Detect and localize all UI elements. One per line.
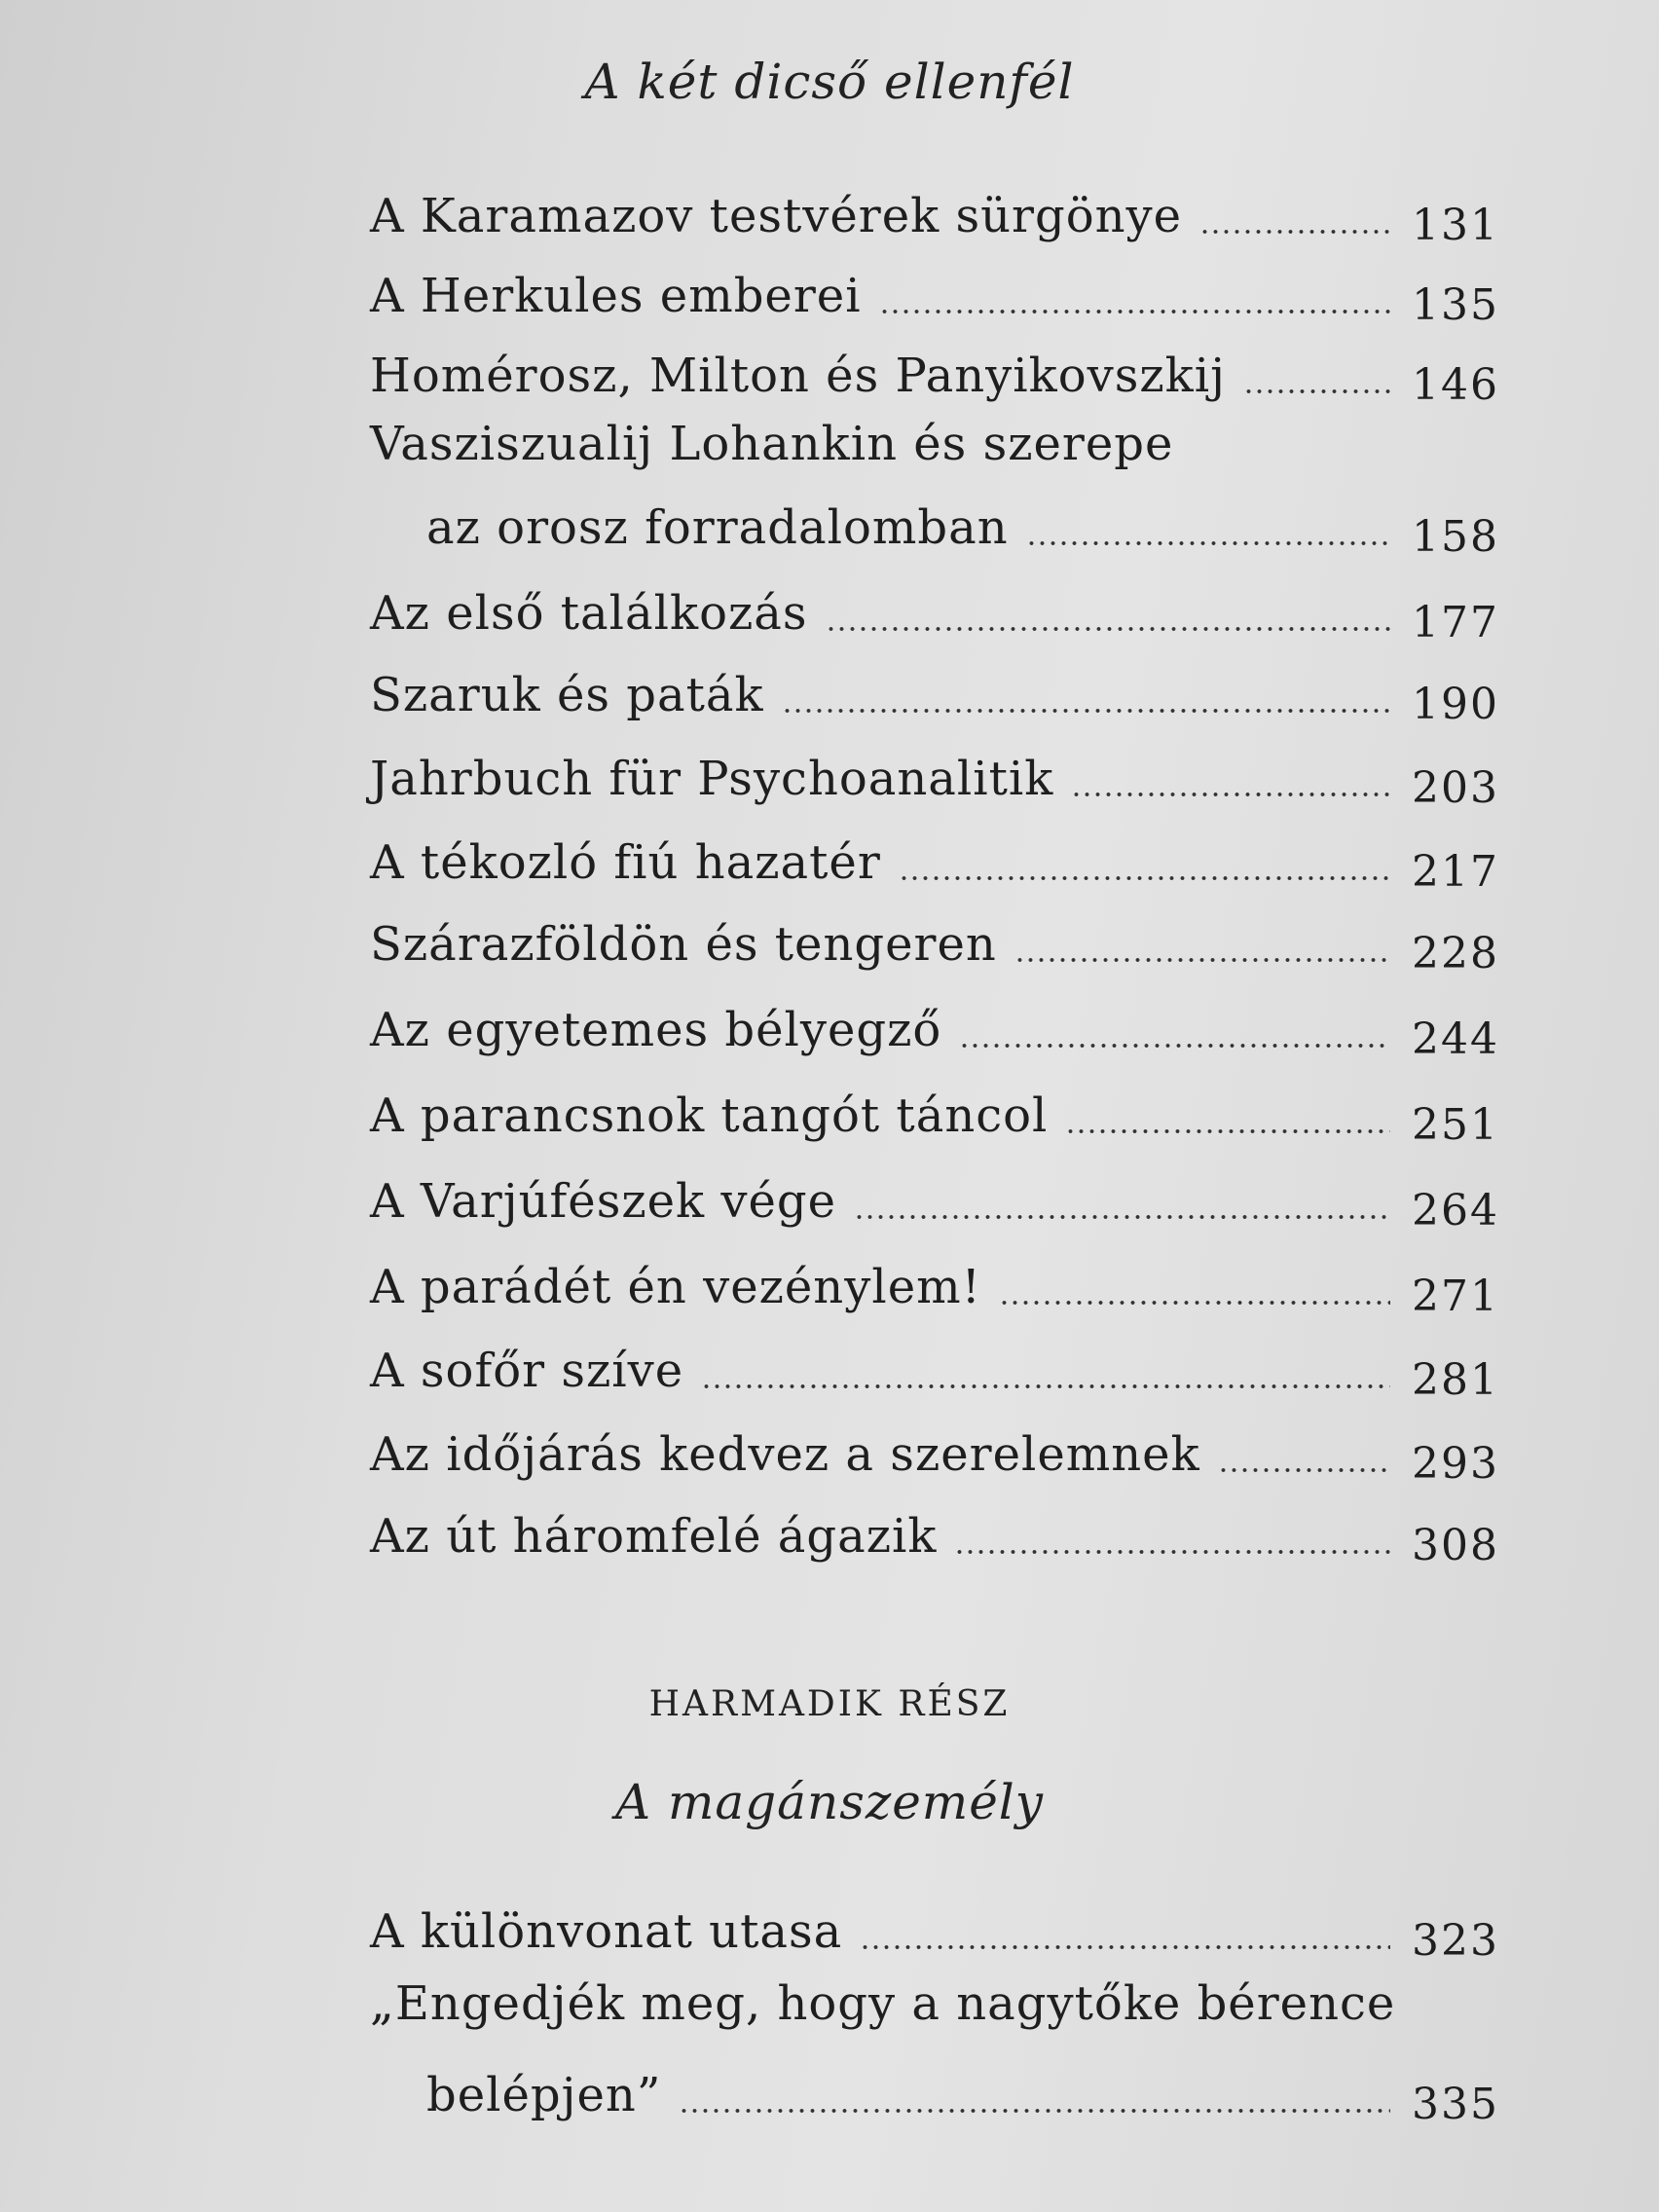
entry-title: A parancsnok tangót táncol <box>370 1088 1049 1143</box>
toc-entry <box>370 654 1499 729</box>
entry-title: A Herkules emberei <box>370 269 862 323</box>
entry-title: belépjen” <box>426 2068 662 2122</box>
entry-page: 177 <box>1412 598 1499 647</box>
part-heading: HARMADIK RÉSZ <box>648 1684 1011 1724</box>
dot-leader <box>679 2109 1390 2113</box>
toc-entry <box>370 738 1499 813</box>
entry-title: Homérosz, Milton és Panyikovszkij <box>370 349 1226 403</box>
entry-page: 244 <box>1412 1014 1499 1064</box>
entry-page: 271 <box>1412 1272 1499 1321</box>
dot-leader <box>1218 1468 1390 1472</box>
dot-leader <box>1071 793 1390 796</box>
entry-title: Szaruk és paták <box>370 668 764 722</box>
entry-title-line1: „Engedjék meg, hogy a nagytőke bérence <box>370 1976 1396 2031</box>
entry-page: 251 <box>1412 1100 1499 1150</box>
toc-entry <box>370 335 1499 410</box>
entry-title: A tékozló fiú hazatér <box>370 835 881 890</box>
dot-leader <box>1199 230 1390 234</box>
dot-leader <box>854 1215 1390 1219</box>
dot-leader <box>860 1945 1390 1949</box>
dot-leader <box>826 627 1390 631</box>
entry-title: Az időjárás kedvez a szerelemnek <box>370 1427 1200 1482</box>
dot-leader <box>879 310 1390 313</box>
dot-leader <box>999 1301 1390 1305</box>
toc-entry <box>370 903 1499 978</box>
entry-title: A különvonat utasa <box>370 1904 843 1959</box>
dot-leader <box>954 1550 1390 1554</box>
entry-page: 308 <box>1412 1521 1499 1570</box>
entry-page: 281 <box>1412 1355 1499 1405</box>
entry-page: 135 <box>1412 280 1499 330</box>
dot-leader <box>1243 389 1390 393</box>
toc-entry <box>370 1414 1499 1489</box>
toc-entry <box>370 989 1499 1064</box>
entry-title: Az út háromfelé ágazik <box>370 1509 938 1564</box>
entry-page: 293 <box>1412 1439 1499 1489</box>
entry-page: 323 <box>1412 1916 1499 1966</box>
entry-page: 158 <box>1412 512 1499 562</box>
toc-entry <box>370 572 1499 647</box>
toc-entry <box>370 1161 1499 1235</box>
entry-page: 131 <box>1412 201 1499 250</box>
dot-leader <box>959 1044 1390 1048</box>
entry-title: Szárazföldön és tengeren <box>370 917 997 972</box>
dot-leader <box>701 1384 1390 1388</box>
toc-entry <box>370 417 1499 562</box>
entry-page: 228 <box>1412 929 1499 978</box>
dot-leader <box>1026 541 1390 545</box>
dot-leader <box>782 709 1390 713</box>
entry-page: 335 <box>1412 2080 1499 2129</box>
toc-entry <box>370 1075 1499 1150</box>
entry-page: 264 <box>1412 1186 1499 1235</box>
entry-page: 190 <box>1412 680 1499 729</box>
toc-entry <box>370 1976 1499 2129</box>
dot-leader <box>1014 958 1390 962</box>
entry-page: 217 <box>1412 847 1499 897</box>
toc-entry <box>370 1246 1499 1321</box>
toc-entry <box>370 255 1499 330</box>
entry-title: Az egyetemes bélyegző <box>370 1003 942 1057</box>
part-title: A magánszemély <box>614 1774 1045 1830</box>
entry-title: az orosz forradalomban <box>426 500 1009 555</box>
entry-title: Az első találkozás <box>370 586 808 641</box>
section-title: A két dicső ellenfél <box>584 54 1075 110</box>
entry-title-line1: Vasziszualij Lohankin és szerepe <box>370 417 1174 471</box>
toc-entry <box>370 175 1499 250</box>
toc-entry <box>370 1495 1499 1570</box>
entry-title: A Varjúfészek vége <box>370 1174 837 1229</box>
dot-leader <box>1065 1129 1390 1133</box>
entry-title: A Karamazov testvérek sürgönye <box>370 189 1183 243</box>
entry-title: Jahrbuch für Psychoanalitik <box>370 752 1054 806</box>
entry-title: A sofőr szíve <box>370 1344 684 1398</box>
toc-entry <box>370 1330 1499 1405</box>
dot-leader <box>899 876 1390 880</box>
toc-entry <box>370 1891 1499 1966</box>
entry-title: A parádét én vezénylem! <box>370 1260 981 1314</box>
toc-entry <box>370 822 1499 897</box>
entry-page: 203 <box>1412 763 1499 813</box>
entry-page: 146 <box>1412 360 1499 410</box>
